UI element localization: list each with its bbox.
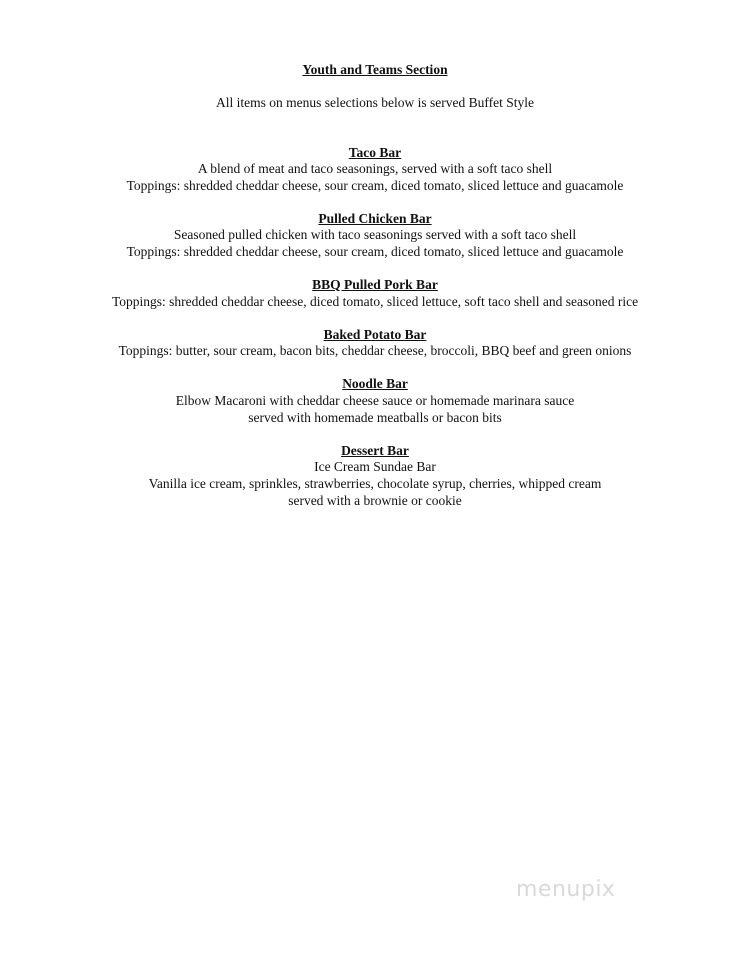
section-line: Vanilla ice cream, sprinkles, strawberries, chocolate syrup, cherries, whipped cream <box>148 476 602 491</box>
section-line: Toppings: shredded cheddar cheese, diced tomato, sliced lettuce, soft taco shell and seasoned rice <box>111 294 639 309</box>
section-line: Seasoned pulled chicken with taco seasonings served with a soft taco shell <box>173 227 577 242</box>
section-line: Toppings: butter, sour cream, bacon bits, cheddar cheese, broccoli, BBQ beef and green onions <box>118 343 632 358</box>
section-heading-noodle-bar: Noodle Bar <box>342 376 408 391</box>
page-intro: All items on menus selections below is served Buffet Style <box>215 95 535 110</box>
section-line: Elbow Macaroni with cheddar cheese sauce or homemade marinara sauce <box>175 393 575 408</box>
section-line: Ice Cream Sundae Bar <box>314 459 436 474</box>
section-line: Toppings: shredded cheddar cheese, sour cream, diced tomato, sliced lettuce and guacamole <box>126 178 624 193</box>
section-heading-taco-bar: Taco Bar <box>348 145 402 160</box>
menupix-watermark: menupix <box>516 877 616 902</box>
section-heading-dessert-bar: Dessert Bar <box>341 443 409 458</box>
section-heading-pulled-chicken-bar: Pulled Chicken Bar <box>318 211 432 226</box>
section-line: served with homemade meatballs or bacon bits <box>248 410 502 425</box>
section-heading-baked-potato-bar: Baked Potato Bar <box>323 327 427 342</box>
section-heading-bbq-pulled-pork-bar: BBQ Pulled Pork Bar <box>312 277 438 292</box>
section-line: served with a brownie or cookie <box>288 493 462 508</box>
page-title: Youth and Teams Section <box>302 62 448 77</box>
section-line: A blend of meat and taco seasonings, served with a soft taco shell <box>197 161 553 176</box>
section-line: Toppings: shredded cheddar cheese, sour cream, diced tomato, sliced lettuce and guacamole <box>126 244 624 259</box>
